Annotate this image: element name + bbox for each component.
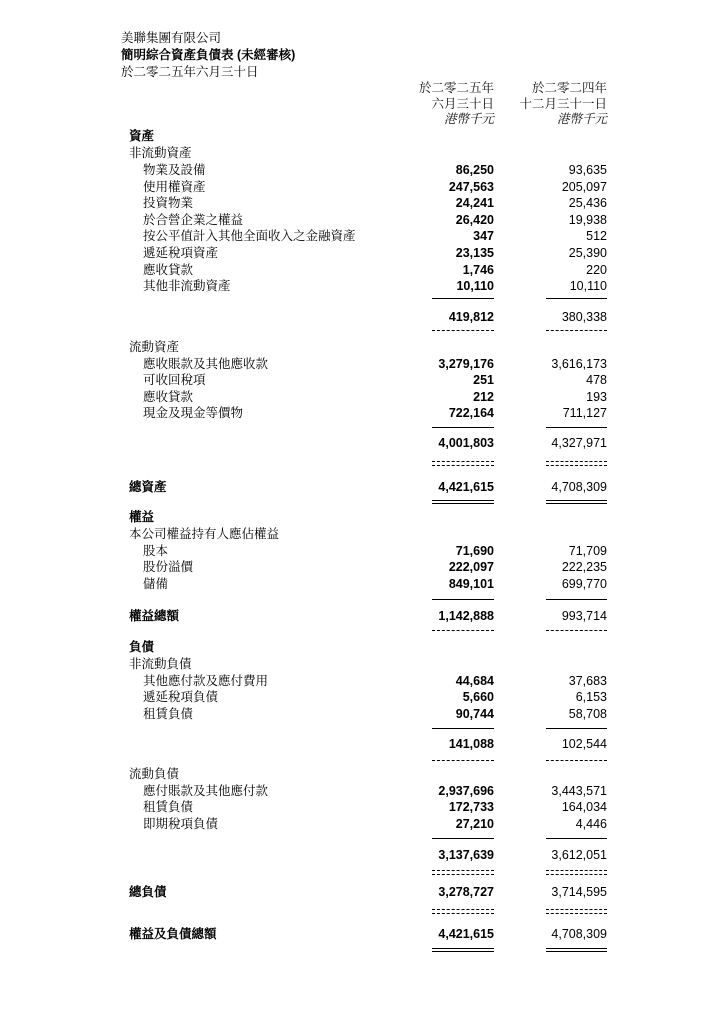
- prior-period-value: 220: [586, 263, 607, 277]
- rule-current: [432, 728, 494, 729]
- prior-period-value: 164,034: [561, 800, 607, 814]
- column-unit: 港幣千元: [443, 112, 494, 126]
- prior-period-value: 19,938: [568, 213, 607, 227]
- line-item: [0, 576, 724, 592]
- subsection-heading-non-current-liabilities: [0, 656, 724, 672]
- current-period-value: 23,135: [455, 246, 494, 260]
- current-period-value: 849,101: [448, 577, 494, 591]
- line-item: [0, 543, 724, 559]
- current-period-value: 172,733: [448, 800, 494, 814]
- current-period-value: 722,164: [448, 406, 494, 420]
- subsection-heading: 流動負債: [129, 767, 180, 781]
- rule-prior: [546, 330, 607, 331]
- rule-current: [432, 330, 494, 331]
- prior-period-value: 6,153: [575, 690, 607, 704]
- line-item: [0, 783, 724, 799]
- subsection-heading-current-assets: [0, 339, 724, 355]
- current-period-subtotal: 141,088: [448, 737, 494, 751]
- current-period-total: 4,421,615: [438, 927, 494, 941]
- line-item-label: 物業及設備: [143, 163, 206, 177]
- total-row-assets: [0, 479, 724, 495]
- column-header-prior: [519, 81, 607, 128]
- prior-period-value: 3,443,571: [551, 784, 607, 798]
- line-item-label: 即期稅項負債: [143, 817, 219, 831]
- rule-current: [432, 427, 494, 428]
- line-item: [0, 372, 724, 388]
- line-item: [0, 228, 724, 244]
- line-item: [0, 389, 724, 405]
- rule-current: [432, 630, 494, 631]
- rule-current: [432, 461, 494, 466]
- prior-period-total: 3,714,595: [551, 885, 607, 899]
- current-period-total: 3,278,727: [438, 885, 494, 899]
- rule-prior: [546, 838, 607, 839]
- line-item: [0, 195, 724, 211]
- line-item: [0, 673, 724, 689]
- line-item: [0, 162, 724, 178]
- rule-current: [432, 909, 494, 914]
- column-unit: 港幣千元: [556, 112, 607, 126]
- line-item-label: 應收賬款及其他應收款: [143, 357, 269, 371]
- total-label: 總資產: [129, 480, 167, 494]
- rule-prior: [546, 500, 607, 504]
- prior-period-subtotal: 102,544: [561, 737, 607, 751]
- prior-period-value: 512: [586, 229, 607, 243]
- current-period-total: 1,142,888: [438, 609, 494, 623]
- subtotal-row: [0, 736, 724, 752]
- total-row-equity-and-liabilities: [0, 926, 724, 942]
- line-item-label: 現金及現金等價物: [143, 406, 244, 420]
- line-item-label: 可收回稅項: [143, 373, 206, 387]
- prior-period-value: 25,390: [568, 246, 607, 260]
- rule-current: [432, 599, 494, 600]
- total-label: 權益總額: [129, 609, 180, 623]
- prior-period-total: 4,708,309: [551, 927, 607, 941]
- column-header-line1: 於二零二五年: [418, 81, 494, 95]
- current-period-value: 2,937,696: [438, 784, 494, 798]
- current-period-value: 3,279,176: [438, 357, 494, 371]
- rule-current: [432, 948, 494, 952]
- subtotal-row: [0, 435, 724, 451]
- rule-prior: [546, 760, 607, 761]
- underline-rule: [0, 760, 724, 765]
- column-header-line2: 十二月三十一日: [519, 96, 607, 111]
- prior-period-value: 71,709: [568, 544, 607, 558]
- section-heading-equity: [0, 509, 724, 525]
- line-item-label: 應收貸款: [143, 390, 194, 404]
- underline-rule: [0, 838, 724, 843]
- column-header-line1: 於二零二四年: [531, 81, 607, 95]
- statement-date: 於二零二五年六月三十日: [121, 65, 259, 79]
- line-item-label: 租賃負債: [143, 707, 194, 721]
- prior-period-value: 37,683: [568, 674, 607, 688]
- line-item-label: 其他應付款及應付費用: [143, 674, 269, 688]
- line-item-label: 按公平值計入其他全面收入之金融資產: [143, 229, 356, 243]
- current-period-subtotal: 3,137,639: [438, 848, 494, 862]
- prior-period-total: 993,714: [561, 609, 607, 623]
- current-period-value: 90,744: [455, 707, 494, 721]
- prior-period-value: 58,708: [568, 707, 607, 721]
- subtotal-row: [0, 847, 724, 863]
- line-item-label: 於合營企業之權益: [143, 213, 244, 227]
- current-period-value: 24,241: [455, 196, 494, 210]
- current-period-value: 251: [473, 373, 494, 387]
- column-header-line2: 六月三十日: [431, 96, 494, 111]
- prior-period-value: 205,097: [561, 180, 607, 194]
- prior-period-value: 193: [586, 390, 607, 404]
- prior-period-total: 4,708,309: [551, 480, 607, 494]
- line-item-label: 租賃負債: [143, 800, 194, 814]
- subtotal-row: [0, 309, 724, 325]
- current-period-value: 212: [473, 390, 494, 404]
- line-item: [0, 816, 724, 832]
- line-item: [0, 405, 724, 421]
- underline-rule: [0, 728, 724, 733]
- section-heading: 負債: [129, 640, 155, 654]
- rule-prior: [546, 630, 607, 631]
- line-item: [0, 689, 724, 705]
- underline-rule: [0, 427, 724, 432]
- subsection-heading-current-liabilities: [0, 766, 724, 782]
- rule-prior: [546, 909, 607, 914]
- prior-period-subtotal: 4,327,971: [551, 436, 607, 450]
- rule-prior: [546, 461, 607, 466]
- rule-prior: [546, 298, 607, 299]
- line-item-label: 遞延稅項負債: [143, 690, 219, 704]
- current-period-value: 71,690: [455, 544, 494, 558]
- prior-period-value: 93,635: [568, 163, 607, 177]
- prior-period-value: 10,110: [569, 279, 607, 293]
- current-period-value: 1,746: [462, 263, 494, 277]
- subsection-heading: 非流動資產: [129, 146, 192, 160]
- line-item: [0, 706, 724, 722]
- statement-title: 簡明綜合資產負債表 (未經審核): [121, 48, 296, 62]
- line-item-label: 儲備: [143, 577, 169, 591]
- subsection-heading: 非流動負債: [129, 657, 192, 671]
- double-underline-rule: [0, 870, 724, 875]
- line-item: [0, 356, 724, 372]
- underline-rule: [0, 330, 724, 335]
- line-item: [0, 278, 724, 294]
- line-item: [0, 799, 724, 815]
- rule-current: [432, 838, 494, 839]
- current-period-subtotal: 4,001,803: [438, 436, 494, 450]
- current-period-subtotal: 419,812: [448, 310, 494, 324]
- line-item: [0, 179, 724, 195]
- line-item-label: 應收貸款: [143, 263, 194, 277]
- line-item-label: 其他非流動資產: [143, 279, 231, 293]
- subsection-heading: 流動資產: [129, 340, 180, 354]
- current-period-value: 247,563: [448, 180, 494, 194]
- prior-period-value: 478: [586, 373, 607, 387]
- line-item-label: 股份溢價: [143, 560, 194, 574]
- current-period-value: 347: [473, 229, 494, 243]
- rule-prior: [546, 427, 607, 428]
- current-period-value: 10,110: [456, 279, 494, 293]
- current-period-value: 222,097: [448, 560, 494, 574]
- double-underline-rule: [0, 500, 724, 505]
- prior-period-value: 699,770: [561, 577, 607, 591]
- current-period-total: 4,421,615: [438, 480, 494, 494]
- line-item-label: 應付賬款及其他應付款: [143, 784, 269, 798]
- rule-prior: [546, 948, 607, 952]
- underline-rule: [0, 298, 724, 303]
- line-item: [0, 245, 724, 261]
- underline-rule: [0, 599, 724, 604]
- section-heading-assets: [0, 128, 724, 144]
- line-item: [0, 559, 724, 575]
- current-period-value: 86,250: [455, 163, 494, 177]
- double-underline-rule: [0, 948, 724, 953]
- total-label: 總負債: [129, 885, 167, 899]
- column-header-current: [419, 81, 494, 128]
- line-item-label: 使用權資產: [143, 180, 206, 194]
- prior-period-value: 3,616,173: [551, 357, 607, 371]
- line-item-label: 投資物業: [143, 196, 194, 210]
- double-underline-rule: [0, 461, 724, 466]
- line-item: [0, 262, 724, 278]
- rule-current: [432, 298, 494, 299]
- current-period-value: 44,684: [455, 674, 494, 688]
- prior-period-subtotal: 380,338: [561, 310, 607, 324]
- section-heading-liabilities: [0, 639, 724, 655]
- rule-current: [432, 870, 494, 875]
- line-item: [0, 212, 724, 228]
- underline-rule: [0, 630, 724, 635]
- double-underline-rule: [0, 909, 724, 914]
- subsection-heading-non-current-assets: [0, 145, 724, 161]
- current-period-value: 5,660: [462, 690, 494, 704]
- prior-period-value: 711,127: [562, 406, 607, 420]
- rule-current: [432, 500, 494, 504]
- line-item-label: 遞延稅項資產: [143, 246, 219, 260]
- rule-current: [432, 760, 494, 761]
- total-label: 權益及負債總額: [129, 927, 217, 941]
- prior-period-value: 25,436: [568, 196, 607, 210]
- current-period-value: 26,420: [455, 213, 494, 227]
- subsection-heading: 本公司權益持有人應佔權益: [129, 527, 280, 541]
- rule-prior: [546, 870, 607, 875]
- current-period-value: 27,210: [455, 817, 494, 831]
- rule-prior: [546, 728, 607, 729]
- rule-prior: [546, 599, 607, 600]
- prior-period-value: 222,235: [561, 560, 607, 574]
- prior-period-subtotal: 3,612,051: [551, 848, 607, 862]
- company-name: 美聯集團有限公司: [121, 31, 222, 45]
- total-row-liabilities: [0, 884, 724, 900]
- prior-period-value: 4,446: [575, 817, 607, 831]
- section-heading: 資產: [129, 129, 155, 143]
- total-row-equity: [0, 608, 724, 624]
- section-heading: 權益: [129, 510, 155, 524]
- subsection-heading-attributable-equity: [0, 526, 724, 542]
- line-item-label: 股本: [143, 544, 169, 558]
